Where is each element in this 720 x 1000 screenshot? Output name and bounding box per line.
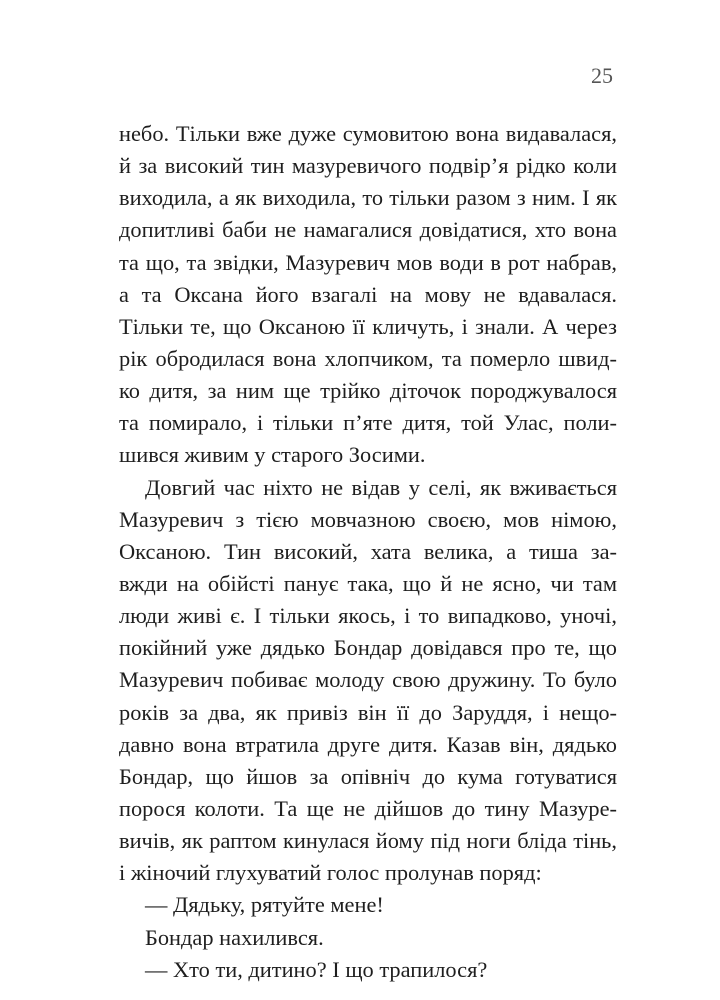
text-line: люди живі є. І тільки якось, і то випадково, уночі, <box>119 603 617 629</box>
dialogue-line: — Хто ти, дитино? І що трапилося? <box>145 956 488 982</box>
dialogue-line: — Дядьку, рятуйте мене! <box>145 892 384 918</box>
body-text <box>119 118 617 986</box>
text-line: та помирало, і тільки п’яте дитя, той Улас, поли- <box>119 410 617 436</box>
text-line: допитливі баби не намагалися довідатися, хто вона <box>119 217 617 243</box>
text-line: Бондар нахилився. <box>145 924 324 950</box>
text-line: років за два, як привіз він її до Заруддя, і нещо- <box>119 699 617 725</box>
text-line: виходила, а як виходила, то тільки разом з ним. І як <box>119 185 617 211</box>
text-line: а та Оксана його взагалі на мову не вдавалася. <box>119 281 617 307</box>
text-line: Бондар, що йшов за опівніч до кума готуватися <box>119 763 617 789</box>
text-line: й за високий тин мазуревичого подвір’я рідко коли <box>119 153 617 179</box>
text-line: порося колоти. Та ще не дійшов до тину Мазуре- <box>119 795 617 821</box>
text-line: і жіночий глухуватий голос пролунав поряд: <box>119 860 542 886</box>
text-line: рік обродилася вона хлопчиком, та померло швид- <box>119 345 617 371</box>
page-number: 25 <box>591 63 613 88</box>
text-line: Довгий час ніхто не відав у селі, як вживається <box>145 474 617 500</box>
text-line: Мазуревич побиває молоду свою дружину. То було <box>119 667 617 693</box>
text-line: Мазуревич з тією мовчазною своєю, мов німою, <box>119 506 617 532</box>
text-line: давно вона втратила друге дитя. Казав він, дядько <box>119 731 617 757</box>
text-line: ко дитя, за ним ще трійко діточок породжувалося <box>119 378 617 404</box>
text-line: та що, та звідки, Мазуревич мов води в рот набрав, <box>119 249 617 275</box>
text-line: вичів, як раптом кинулася йому під ноги бліда тінь, <box>119 828 617 854</box>
text-line: Оксаною. Тин високий, хата велика, а тиша за- <box>119 538 617 564</box>
text-line: небо. Тільки вже дуже сумовитою вона видавалася, <box>119 121 617 146</box>
text-line: Тільки те, що Оксаною її кличуть, і знали. А через <box>119 313 617 339</box>
text-line: вжди на обійсті панує така, що й не ясно, чи там <box>119 570 617 596</box>
text-line: шився живим у старого Зосими. <box>119 442 426 468</box>
text-line: покійний уже дядько Бондар довідався про те, що <box>119 635 617 661</box>
